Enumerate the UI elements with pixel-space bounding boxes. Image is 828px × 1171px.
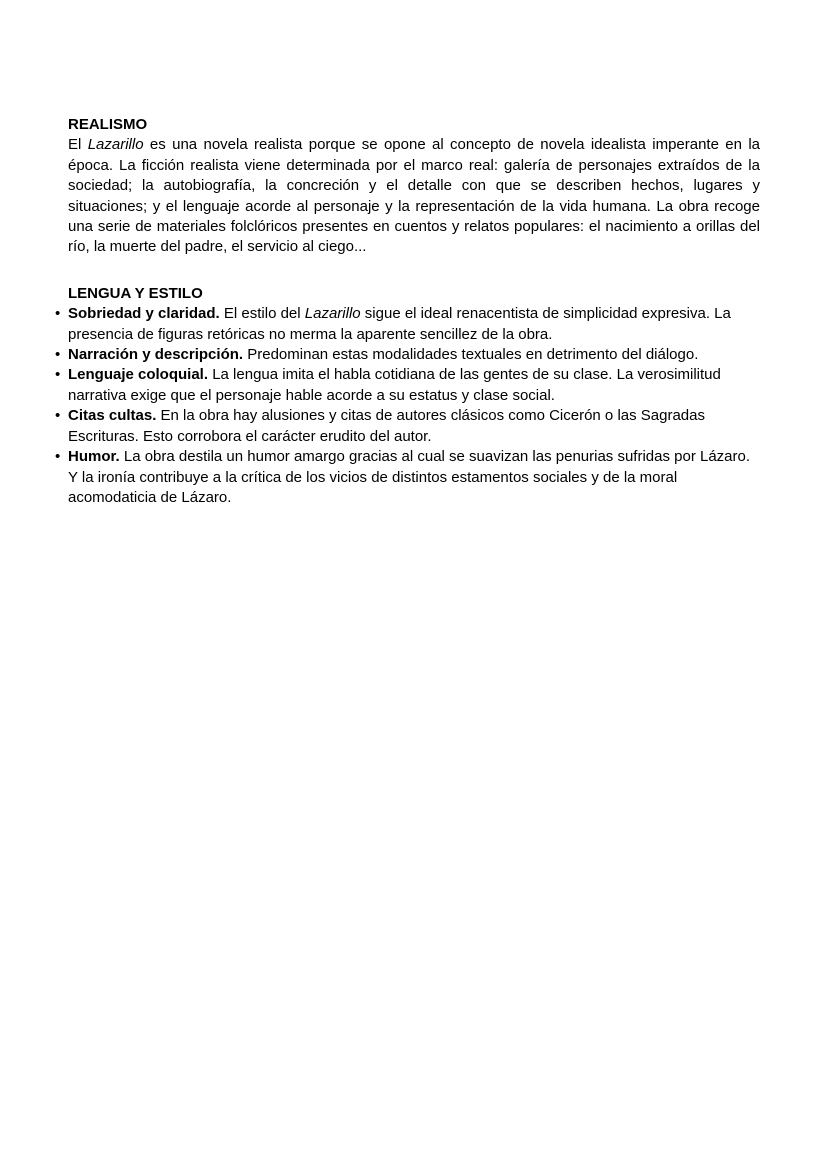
bullet-icon: •	[55, 448, 61, 466]
realismo-paragraph	[68, 135, 760, 257]
text-segment: Citas cultas.	[68, 407, 157, 425]
section-lengua-y-estilo	[55, 284, 760, 508]
text-segment: En la obra hay alusiones y citas de autores clásicos como Cicerón o las Sagradas Escrituras. Esto corrobora el carácter erudito del autor.	[68, 407, 705, 445]
list-item-citas-cultas	[55, 406, 760, 447]
list-item-text	[68, 305, 731, 342]
list-item-sobriedad-y-claridad	[55, 304, 760, 345]
lengua-y-estilo-heading: LENGUA Y ESTILO	[68, 284, 203, 302]
text-segment: Sobriedad y claridad.	[68, 305, 220, 323]
list-item-text	[68, 366, 721, 403]
text-segment: es una novela realista porque se opone al concepto de novela idealista imperante en la época. La ficción realista viene determinada por el marco real: galería de personajes extraídos de la sociedad; la autobiografía, la concreción y el detalle con que se describen hechos, lugares y situaciones; y el lenguaje acorde al personaje y la representación de la vida humana. La obra recoge una serie de materiales folclóricos presentes en cuentos y relatos populares: el nacimiento a orillas del río, la muerte del padre, el servicio al ciego...	[68, 136, 760, 256]
bullet-icon: •	[55, 346, 61, 364]
text-segment: Lazarillo	[304, 305, 361, 323]
lengua-y-estilo-list	[55, 304, 760, 508]
list-item-text	[68, 346, 698, 363]
text-segment: El	[68, 136, 88, 154]
text-segment: Lazarillo	[87, 136, 144, 154]
list-item-text	[68, 448, 750, 506]
list-item-lenguaje-coloquial	[55, 365, 760, 406]
list-item-narracion-y-descripcion	[55, 345, 760, 365]
text-segment: Lenguaje coloquial.	[68, 366, 209, 384]
list-item-humor	[55, 447, 760, 508]
list-item-text	[68, 407, 705, 444]
text-segment: La lengua imita el habla cotidiana de las gentes de su clase. La verosimilitud narrativa exige que el personaje hable acorde a su estatus y clase social.	[68, 366, 721, 404]
section-realismo	[68, 115, 760, 258]
bullet-icon: •	[55, 407, 61, 425]
text-segment: El estilo del	[219, 305, 305, 323]
text-segment: Predominan estas modalidades textuales en detrimento del diálogo.	[243, 346, 699, 364]
bullet-icon: •	[55, 366, 61, 384]
text-segment: Narración y descripción.	[68, 346, 244, 364]
text-segment: sigue el ideal renacentista de simplicidad expresiva. La presencia de figuras retóricas no merma la aparente sencillez de la obra.	[68, 305, 731, 343]
text-segment: Humor.	[68, 448, 120, 466]
realismo-heading: REALISMO	[68, 116, 148, 133]
bullet-icon: •	[55, 305, 61, 323]
text-segment: La obra destila un humor amargo gracias al cual se suavizan las penurias sufridas por Lázaro. Y la ironía contribuye a la crítica de los vicios de distintos estamentos sociales y de la moral acomodaticia de Lázaro.	[68, 448, 751, 506]
